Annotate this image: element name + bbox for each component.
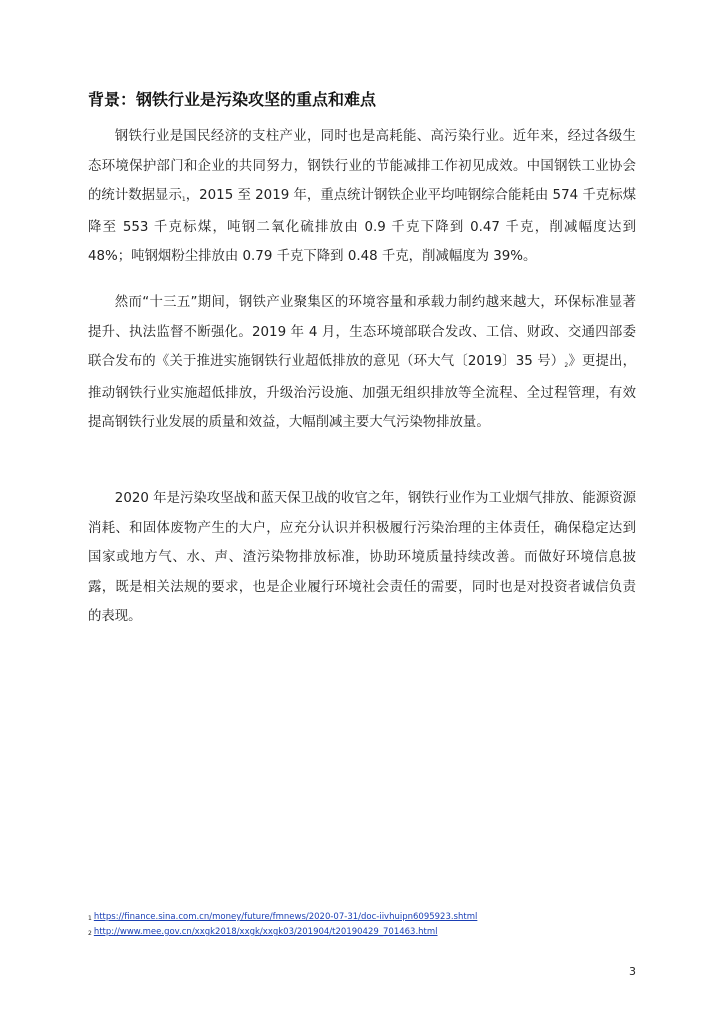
paragraph-1 [88, 122, 636, 272]
paragraph-2-text-a: 然而“十三五”期间，钢铁产业聚集区的环境容量和承载力制约越来越大，环保标准显著提升、执法监督不断强化。2019 年 4 月，生态环境部联合发改、工信、财政、交通四部委联合发布的《关于推进实施钢铁行业超低排放的意见（环大气〔2019〕35 号） [88, 295, 636, 369]
footnote-1-number: 1 [88, 915, 92, 922]
footnote-1 [88, 910, 648, 925]
section-heading: 背景：钢铁行业是污染攻坚的重点和难点 [88, 90, 377, 109]
paragraph-2 [88, 288, 636, 438]
paragraph-1-text-a: 钢铁行业是国民经济的支柱产业，同时也是高耗能、高污染行业。近年来，经过各级生态环境保护部门和企业的共同努力，钢铁行业的节能减排工作初见成效。中国钢铁工业协会的统计数据显示 [88, 129, 636, 203]
footnotes [88, 910, 648, 940]
page-number: 3 [629, 965, 636, 978]
footnote-2 [88, 925, 648, 940]
footnote-ref-1[interactable]: 1 [181, 196, 186, 203]
footnote-ref-2[interactable]: 2 [564, 362, 569, 369]
paragraph-2-text-b: 》更提出，推动钢铁行业实施超低排放，升级治污设施、加强无组织排放等全流程、全过程管理，有效提高钢铁行业发展的质量和效益，大幅削减主要大气污染物排放量。 [88, 354, 637, 430]
paragraph-1-text-b: ，2015 至 2019 年，重点统计钢铁企业平均吨钢综合能耗由 574 千克标煤降至 553 千克标煤，吨钢二氧化硫排放由 0.9 千克下降到 0.47 千克，削减幅度达到 48%；吨钢烟粉尘排放由 0.79 千克下降到 0.48 千克，削减幅度为 39%。 [88, 188, 637, 264]
paragraph-3: 2020 年是污染攻坚战和蓝天保卫战的收官之年，钢铁行业作为工业烟气排放、能源资源消耗、和固体废物产生的大户，应充分认识并积极履行污染治理的主体责任，确保稳定达到国家或地方气、水、声、渣污染物排放标准，协助环境质量持续改善。而做好环境信息披露，既是相关法规的要求，也是企业履行环境社会责任的需要，同时也是对投资者诚信负责的表现。 [88, 491, 636, 624]
footnote-2-link[interactable]: http://www.mee.gov.cn/xxgk2018/xxgk/xxgk03/201904/t20190429_701463.html [93, 927, 438, 937]
footnote-2-number: 2 [88, 930, 92, 937]
footnote-1-link[interactable]: https://finance.sina.com.cn/money/future/fmnews/2020-07-31/doc-iivhuipn6095923.shtml [93, 912, 478, 922]
